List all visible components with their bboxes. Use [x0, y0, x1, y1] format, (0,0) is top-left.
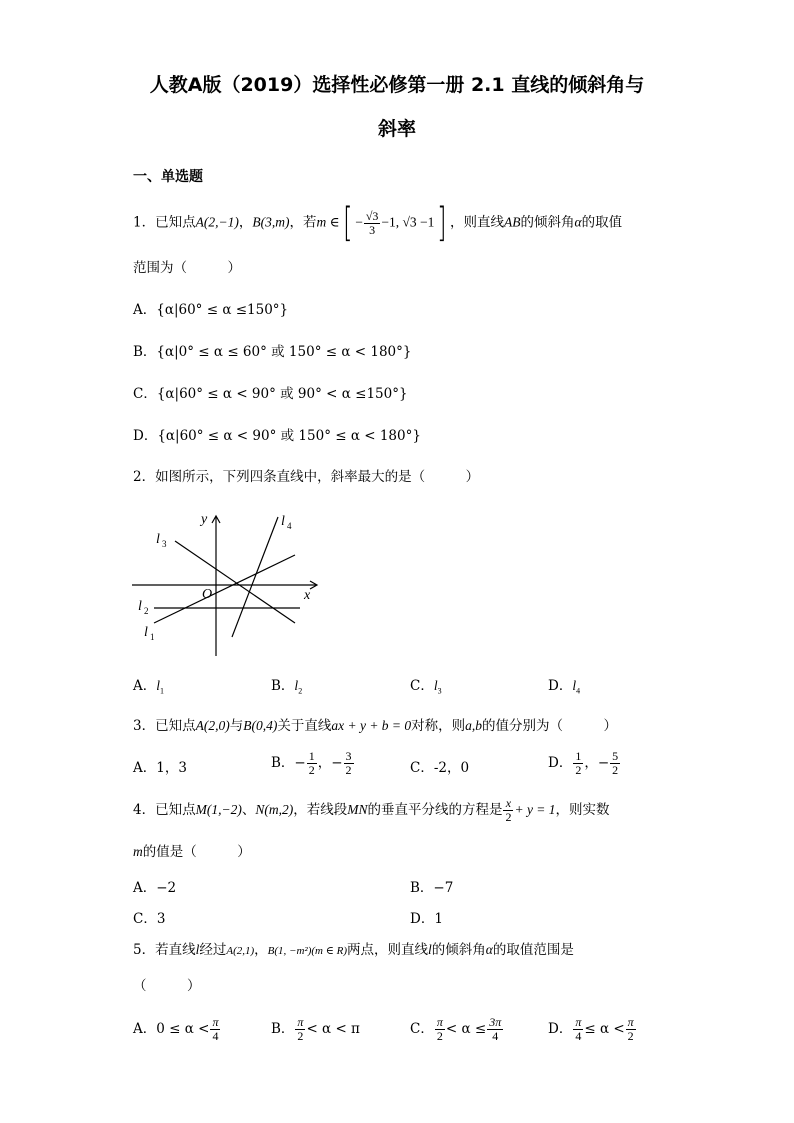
q3-opt-b-n2: 3 — [345, 749, 352, 763]
q1-text-e: 的取值 — [581, 214, 623, 231]
q1-option-b: B．{α|0° ≤ α ≤ 60° 或 150° ≤ α < 180°} — [133, 344, 412, 360]
question-5-line2: （ ） — [133, 978, 201, 994]
right-bracket: ] — [437, 200, 447, 246]
q1-text-a: 1．已知点 — [133, 214, 196, 231]
q2-opt-b-sub: 2 — [298, 686, 303, 696]
question-3-stem — [133, 716, 617, 736]
q2-option-c — [410, 676, 442, 702]
q4-mn: MN — [347, 802, 368, 817]
line-l4 — [232, 517, 278, 637]
question-2-stem: 2．如图所示，下列四条直线中，斜率最大的是（ ） — [133, 469, 480, 485]
q5-opt-d-d2: 2 — [627, 1029, 634, 1043]
q5-var-l2: l — [428, 942, 432, 957]
q5-point-a: A(2,1) — [226, 945, 255, 957]
q5-opt-c-frac1 — [435, 1016, 445, 1043]
q5-opt-c-d1: 2 — [436, 1029, 443, 1043]
q3-opt-b-frac2 — [344, 750, 354, 777]
q4-point-m: M(1,−2) — [195, 802, 242, 817]
q3-opt-d-n2: 5 — [612, 749, 619, 763]
q4-text-d: ，则实数 — [555, 802, 610, 818]
q3-text-a: 3．已知点 — [133, 718, 196, 734]
q1-alpha: α — [574, 214, 582, 230]
q5-text-a: 5．若直线 — [133, 942, 196, 958]
q5-opt-d-frac2 — [626, 1016, 636, 1043]
q5-opt-b-frac — [295, 1016, 305, 1043]
q5-opt-a-d: 4 — [212, 1029, 219, 1043]
q5-text-e: 的取值范围是 — [492, 942, 574, 958]
q3-opt-b-prefix: B．− — [271, 755, 306, 771]
q3-text-c: 关于直线 — [277, 718, 332, 734]
q1-m-in: m ∈ — [316, 214, 340, 230]
q3-option-a: A．1，3 — [133, 760, 187, 776]
q5-opt-d-d1: 4 — [575, 1029, 582, 1043]
q3-opt-b-d2: 2 — [345, 763, 352, 777]
q2-opt-d-sub: 4 — [576, 686, 581, 696]
q1-point-b: B(3,m) — [252, 214, 290, 230]
q4-option-c: C．3 — [133, 911, 166, 927]
q3-opt-d-n1: 1 — [575, 749, 582, 763]
q1-fraction — [364, 210, 381, 237]
q4-eq-tail: + y = 1 — [514, 802, 556, 817]
q4-fraction — [503, 797, 513, 824]
q3-ab: a,b — [465, 718, 483, 733]
l1-subscript: 1 — [150, 632, 155, 642]
left-bracket: [ — [342, 200, 353, 246]
q2-opt-a-prefix: A． — [133, 678, 157, 694]
l2-subscript: 2 — [144, 606, 149, 616]
q5-sep: ， — [254, 942, 268, 958]
q4-text-b: ，若线段 — [293, 802, 348, 818]
q3-option-d — [548, 750, 621, 777]
q5-opt-d-mid: ≤ α < — [584, 1021, 625, 1037]
q1-text-d: 的倾斜角 — [520, 214, 575, 231]
q3-opt-d-frac2 — [610, 750, 620, 777]
q4-line2-text: 的值是（ ） — [142, 844, 251, 860]
q2-opt-d-var: l — [572, 678, 577, 693]
q3-point-a: A(2,0) — [195, 718, 230, 733]
q1-minus: − — [355, 214, 363, 230]
q2-opt-b-var: l — [294, 678, 299, 693]
line-l3 — [175, 541, 295, 623]
q5-opt-c-n1: π — [436, 1015, 443, 1029]
q2-opt-c-prefix: C． — [410, 678, 434, 694]
q1-sep: ， — [238, 214, 253, 231]
q5-option-d — [548, 1016, 637, 1043]
l4-subscript: 4 — [287, 521, 292, 531]
q3-opt-d-d1: 2 — [575, 763, 582, 777]
q3-opt-d-mid: ，− — [584, 755, 610, 771]
q5-opt-a-n: π — [212, 1015, 219, 1029]
q5-opt-b-n: π — [297, 1015, 304, 1029]
q4-option-d: D．1 — [410, 911, 443, 927]
q5-option-c — [410, 1016, 504, 1043]
q1-text-c: ，则直线 — [450, 214, 505, 231]
q5-opt-c-prefix: C． — [410, 1021, 434, 1037]
origin-label: O — [202, 587, 213, 602]
q2-opt-a-var: l — [156, 678, 161, 693]
q4-text-a: 4．已知点 — [133, 802, 196, 818]
q3-text-e: 的值分别为（ ） — [482, 718, 618, 734]
line-l1 — [154, 555, 295, 623]
q3-text-d: 对称，则 — [411, 718, 466, 734]
q4-var-m: m — [133, 844, 143, 859]
q5-opt-c-d2: 4 — [492, 1029, 499, 1043]
q1-option-c: C．{α|60° ≤ α < 90° 或 90° < α ≤150°} — [133, 386, 408, 402]
q3-opt-b-n1: 1 — [308, 749, 315, 763]
q4-point-n: N(m,2) — [255, 802, 294, 817]
q2-option-b — [271, 676, 302, 702]
q2-opt-c-var: l — [433, 678, 438, 693]
q5-opt-c-mid: < α ≤ — [445, 1021, 487, 1037]
q3-option-c: C．-2，0 — [410, 760, 470, 776]
question-4-line2 — [133, 842, 251, 862]
section-heading: 一、单选题 — [133, 169, 203, 185]
q5-text-d: 的倾斜角 — [431, 942, 486, 958]
question-1-stem — [133, 200, 623, 246]
q5-text-c: 两点，则直线 — [347, 942, 428, 958]
q5-opt-b-d: 2 — [297, 1029, 304, 1043]
q1-point-a: A(2,−1) — [195, 214, 239, 230]
q3-opt-d-prefix: D． — [548, 755, 573, 771]
q3-opt-b-frac1 — [307, 750, 317, 777]
q1-option-a: A．{α|60° ≤ α ≤150°} — [133, 302, 289, 318]
q1-option-d: D．{α|60° ≤ α < 90° 或 150° ≤ α < 180°} — [133, 428, 421, 444]
q4-frac-num: x — [503, 797, 513, 811]
q4-text-c: 的垂直平分线的方程是 — [367, 802, 503, 818]
document-title-line2: 斜率 — [377, 118, 416, 140]
four-lines-figure — [130, 508, 330, 660]
q5-option-a — [133, 1016, 221, 1043]
q3-line-equation: ax + y + b = 0 — [331, 718, 412, 733]
q3-opt-b-d1: 2 — [308, 763, 315, 777]
q3-option-b — [271, 750, 355, 777]
q4-option-a: A．−2 — [133, 880, 177, 896]
q5-opt-a-frac — [210, 1016, 220, 1043]
q2-option-d — [548, 676, 580, 702]
q2-opt-a-sub: 1 — [160, 686, 165, 696]
q5-point-b: B(1, −m²)(m ∈ R) — [267, 945, 347, 957]
y-axis-label: y — [201, 512, 208, 527]
question-4-stem — [133, 796, 610, 824]
q1-ab: AB — [504, 214, 521, 230]
q5-opt-d-n2: π — [627, 1015, 634, 1029]
question-5-stem — [133, 940, 574, 961]
l4-label: l — [281, 514, 285, 529]
q5-opt-d-n1: π — [575, 1015, 582, 1029]
q3-opt-b-mid: ，− — [317, 755, 343, 771]
q2-opt-d-prefix: D． — [548, 678, 573, 694]
q1-text-b: ，若 — [289, 214, 317, 231]
q3-point-b: B(0,4) — [243, 718, 278, 733]
q3-text-b: 与 — [229, 718, 244, 734]
x-axis-label: x — [304, 588, 311, 603]
q3-opt-d-d2: 2 — [612, 763, 619, 777]
q2-option-a — [133, 676, 164, 702]
l1-label: l — [144, 625, 148, 640]
document-title-line1: 人教A版（2019）选择性必修第一册 2.1 直线的倾斜角与 — [149, 74, 645, 96]
q5-text-b: 经过 — [199, 942, 227, 958]
q5-opt-c-frac2 — [487, 1016, 503, 1043]
q5-alpha: α — [485, 942, 493, 957]
q5-var-l: l — [195, 942, 200, 957]
q4-option-b: B．−7 — [410, 880, 454, 896]
l3-subscript: 3 — [162, 539, 167, 549]
l2-label: l — [138, 599, 142, 614]
q4-sep: 、 — [241, 802, 256, 818]
q5-opt-a-prefix: A．0 ≤ α < — [133, 1021, 210, 1037]
q2-opt-b-prefix: B． — [271, 678, 295, 694]
q3-opt-d-frac1 — [573, 750, 583, 777]
q5-option-b — [271, 1016, 360, 1043]
l3-label: l — [156, 532, 160, 547]
q5-opt-b-prefix: B． — [271, 1021, 295, 1037]
q5-opt-c-n2: 3π — [489, 1015, 502, 1029]
q5-opt-b-tail: < α < π — [306, 1021, 360, 1037]
q5-opt-d-prefix: D． — [548, 1021, 573, 1037]
q5-opt-d-frac1 — [573, 1016, 583, 1043]
q1-range-tail: −1, √3 −1 — [381, 214, 435, 230]
q2-opt-c-sub: 3 — [437, 686, 442, 696]
q4-frac-den: 2 — [505, 810, 512, 824]
q1-frac-den: 3 — [369, 222, 376, 237]
question-1-line2: 范围为（ ） — [133, 260, 241, 276]
q1-frac-num: √3 — [365, 208, 379, 223]
